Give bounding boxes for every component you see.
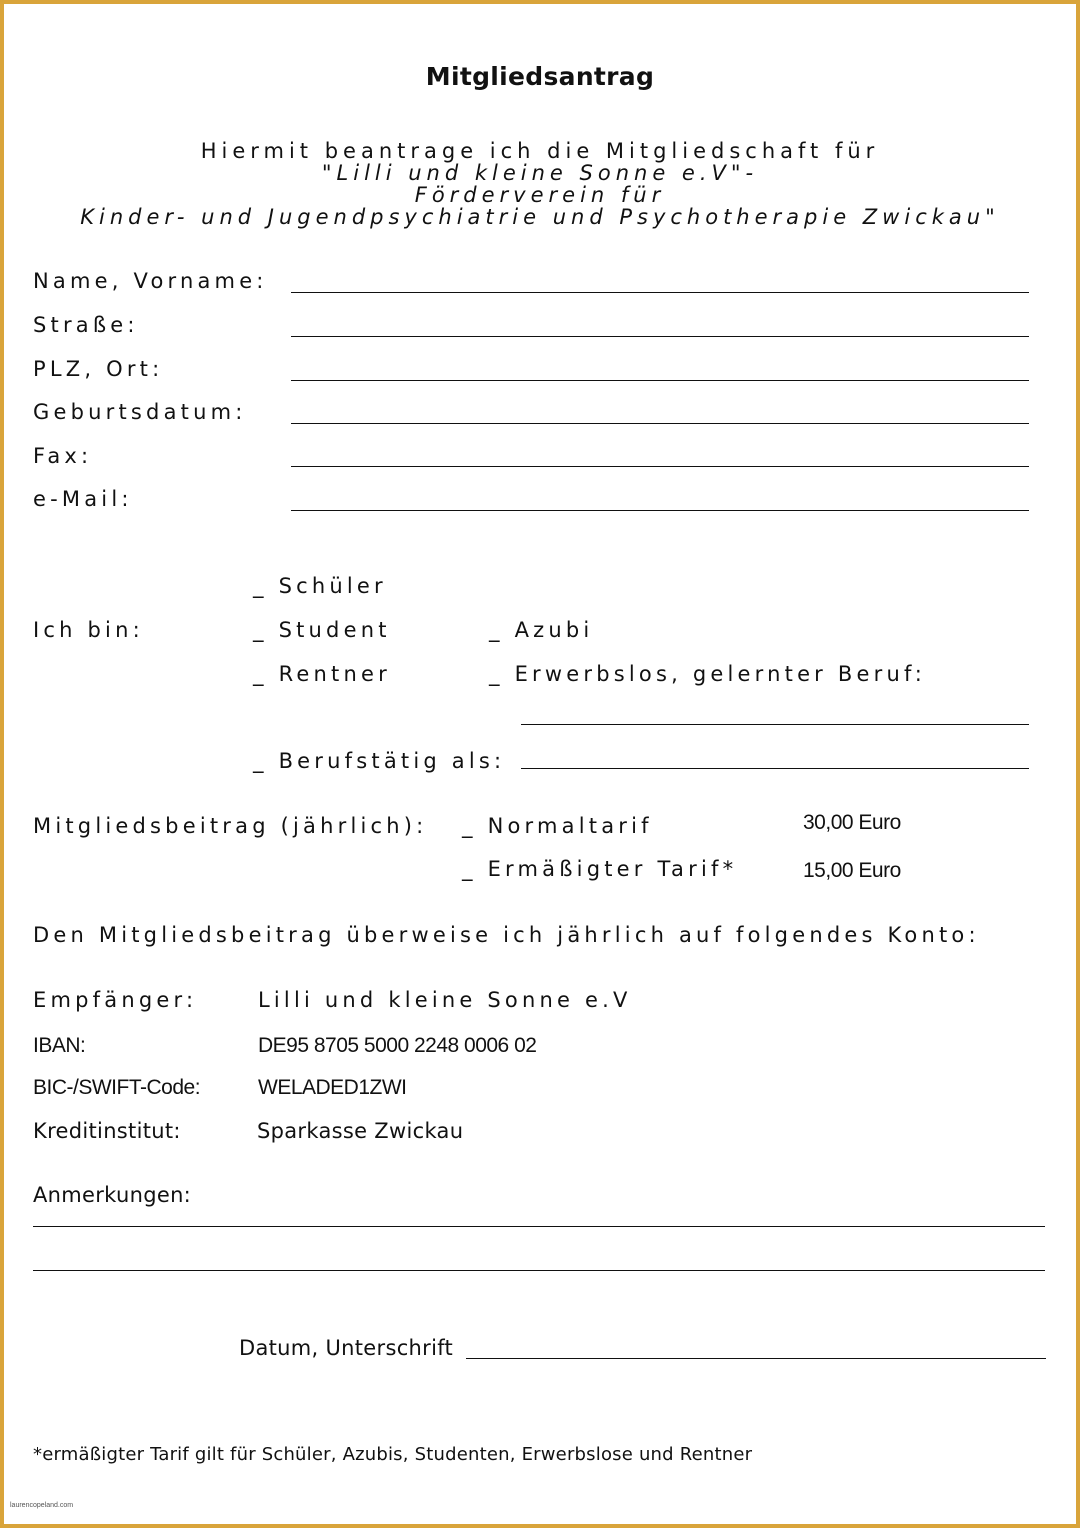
street-label: Straße: [33,313,139,337]
remarks-label: Anmerkungen: [33,1183,192,1207]
city-label: PLZ, Ort: [33,357,164,381]
street-field[interactable] [291,336,1029,337]
bank-value: Sparkasse Zwickau [257,1119,464,1143]
option-reduced[interactable]: _ Ermäßigter Tarif* [462,857,738,881]
intro-line-1: Hiermit beantrage ich die Mitgliedschaft für [200,139,880,163]
remarks-line-2[interactable] [33,1270,1045,1271]
profession-field[interactable] [521,724,1029,725]
option-student[interactable]: _ Student [253,618,391,642]
occupation-field[interactable] [521,768,1029,769]
signature-label: Datum, Unterschrift [239,1336,454,1360]
option-normaltarif[interactable]: _ Normaltarif [462,814,653,838]
option-rentner[interactable]: _ Rentner [253,662,391,686]
email-field[interactable] [291,510,1029,511]
bic-label: BIC-/SWIFT-Code: [33,1076,201,1099]
option-schueler[interactable]: _ Schüler [253,574,387,598]
status-label: Ich bin: [33,618,144,642]
remarks-line-1[interactable] [33,1226,1045,1227]
bic-value: WELADED1ZWI [258,1076,407,1099]
footnote: *ermäßigter Tarif gilt für Schüler, Azubis, Studenten, Erwerbslose und Rentner [33,1444,753,1465]
normal-amount: 30,00 Euro [803,811,901,834]
iban-value: DE95 8705 5000 2248 0006 02 [258,1034,537,1057]
name-label: Name, Vorname: [33,269,268,293]
fee-label: Mitgliedsbeitrag (jährlich): [33,814,428,838]
fax-label: Fax: [33,444,93,468]
fax-field[interactable] [291,466,1029,467]
email-label: e-Mail: [33,487,133,511]
birthdate-label: Geburtsdatum: [33,400,247,424]
intro-line-3: Förderverein für [414,183,666,207]
credit-watermark: laurencopeland.com [10,1502,74,1509]
page-title: Mitgliedsantrag [425,62,655,91]
birthdate-field[interactable] [291,423,1029,424]
iban-label: IBAN: [33,1034,86,1057]
name-field[interactable] [291,292,1029,293]
option-azubi[interactable]: _ Azubi [489,618,594,642]
intro-line-4: Kinder- und Jugendpsychiatrie und Psychotherapie Zwickau" [80,205,1000,229]
transfer-text: Den Mitgliedsbeitrag überweise ich jährlich auf folgendes Konto: [33,923,980,947]
city-field[interactable] [291,380,1029,381]
option-erwerbslos[interactable]: _ Erwerbslos, gelernter Beruf: [489,662,927,686]
intro-line-2: "Lilli und kleine Sonne e.V"- [321,161,759,185]
signature-field[interactable] [466,1358,1046,1359]
reduced-amount: 15,00 Euro [803,859,901,882]
option-berufstaetig[interactable]: _ Berufstätig als: [253,749,506,773]
bank-label: Kreditinstitut: [33,1119,181,1143]
recipient-label: Empfänger: [33,988,198,1012]
recipient-value: Lilli und kleine Sonne e.V [258,988,632,1012]
